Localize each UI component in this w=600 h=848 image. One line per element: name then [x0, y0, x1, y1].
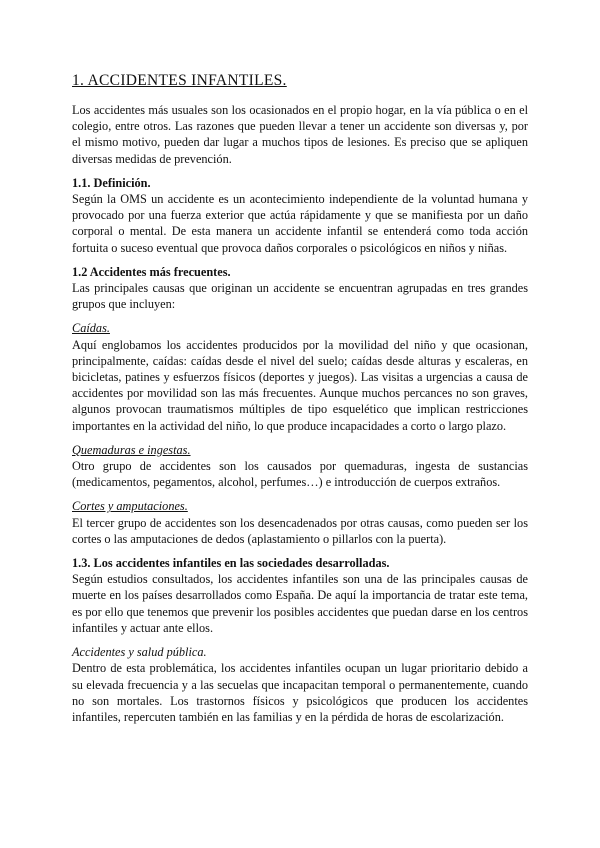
burns-subsection — [72, 442, 528, 491]
definition-section — [72, 175, 528, 256]
definition-heading: 1.1. Definición. — [72, 175, 151, 190]
health-heading: Accidentes y salud pública. — [72, 645, 207, 660]
health-subsection — [72, 644, 528, 725]
frequent-heading: 1.2 Accidentes más frecuentes. — [72, 264, 231, 279]
cuts-heading: Cortes y amputaciones. — [72, 499, 188, 514]
health-paragraph: Dentro de esta problemática, los accidentes infantiles ocupan un lugar prioritario debido a su elevada frecuencia y a las secuelas que incapacitan temporal o permanentemente, cuando no son mortales. Los trastornos físicos y psicológicos que producen los accidentes infantiles, repercuten también en las familias y en la pérdida de horas de escolarización. — [72, 661, 528, 724]
burns-paragraph: Otro grupo de accidentes son los causados por quemaduras, ingesta de sustancias (medicamentos, pegamentos, alcohol, perfumes…) e introducción de cuerpos extraños. — [72, 459, 528, 490]
cuts-subsection — [72, 498, 528, 547]
falls-heading: Caídas. — [72, 321, 110, 336]
falls-subsection — [72, 320, 528, 433]
developed-section — [72, 555, 528, 636]
developed-paragraph: Según estudios consultados, los accidentes infantiles son una de las principales causas de muerte en los países desarrollados como España. De aquí la importancia de tratar este tema, es por ello que tenemos que prevenir los posibles accidentes que puedan darse en los centros infantiles y actuar ante ellos. — [72, 572, 528, 635]
developed-heading: 1.3. Los accidentes infantiles en las sociedades desarrolladas. — [72, 556, 390, 571]
frequent-section — [72, 264, 528, 313]
intro-paragraph: Los accidentes más usuales son los ocasionados en el propio hogar, en la vía pública o en el colegio, entre otros. Las razones que pueden llevar a tener un accidente son diversas y, por el mismo motivo, pueden dar lugar a muchos tipos de lesiones. Es preciso que se apliquen diversas medidas de prevención. — [72, 103, 528, 166]
cuts-paragraph: El tercer grupo de accidentes son los desencadenados por otras causas, como pueden ser los cortes o las amputaciones de dedos (aplastamiento o pillarlos con la puerta). — [72, 515, 528, 546]
document-title: 1. ACCIDENTES INFANTILES. — [72, 72, 287, 89]
burns-heading: Quemaduras e ingestas. — [72, 442, 191, 457]
definition-paragraph: Según la OMS un accidente es un acontecimiento independiente de la voluntad humana y provocado por una fuerza exterior que actúa rápidamente y que se manifiesta por un daño corporal o mental. De esta manera un accidente infantil se entenderá como toda acción fortuita o suceso eventual que provoca daños corporales o psicológicos en niños y niñas. — [72, 192, 528, 255]
falls-paragraph: Aquí englobamos los accidentes producidos por la movilidad del niño y que ocasionan, principalmente, caídas: caídas desde el nivel del suelo; caídas desde alturas y escaleras, en bicicletas, patines y esfuerzos físicos (deportes y juegos). Las visitas a urgencias a causa de accidentes por movilidad son las más frecuentes. Aunque muchos percances no son graves, algunos provocan traumatismos múltiples de tipo esquelético que implican restricciones importantes en la actividad del niño, lo que produce incapacidades a corto o largo plazo. — [72, 337, 528, 433]
frequent-paragraph: Las principales causas que originan un accidente se encuentran agrupadas en tres grandes grupos que incluyen: — [72, 281, 528, 312]
